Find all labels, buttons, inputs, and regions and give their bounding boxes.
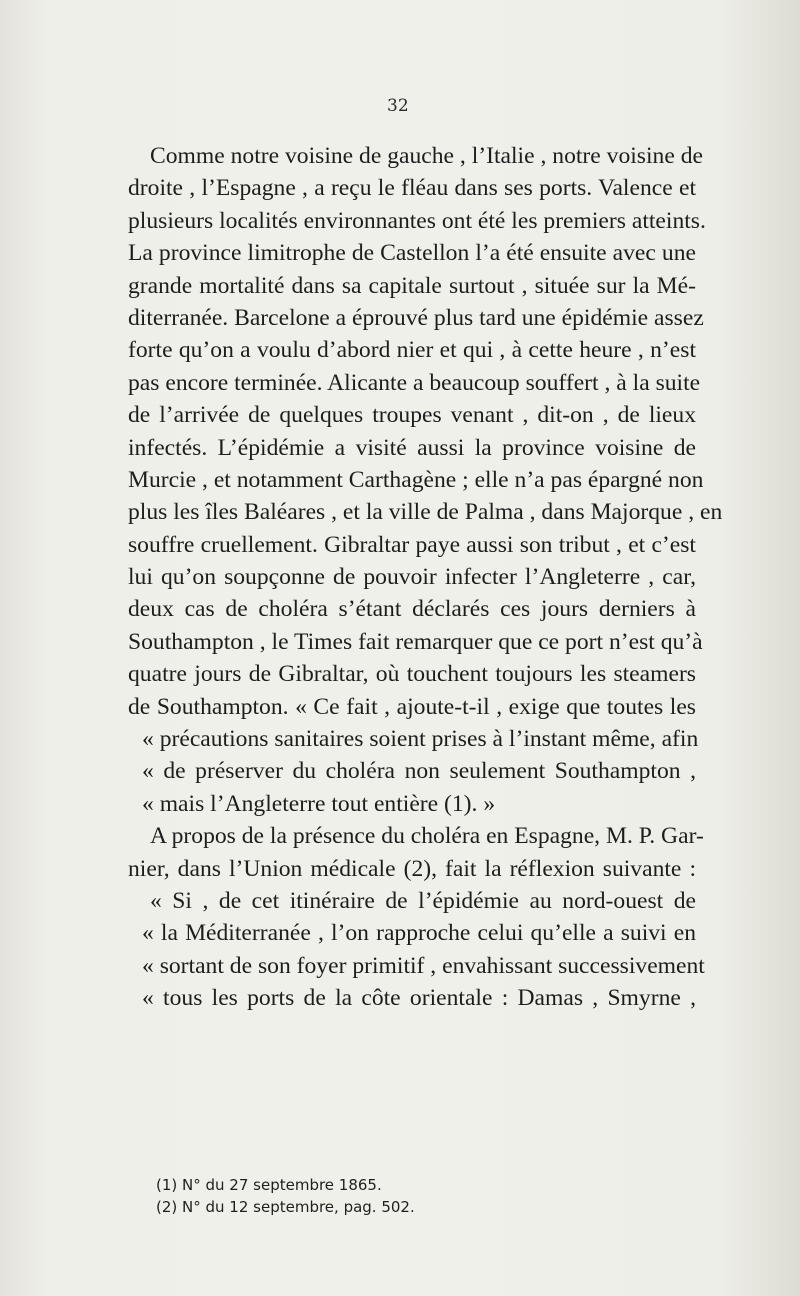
text-line: nier, dans l’Union médicale (2), fait la réflexion suivante :: [128, 855, 696, 882]
text-line: pas encore terminée. Alicante a beaucoup souffert , à la suite: [128, 369, 701, 396]
text-line: « Si , de cet itinéraire de l’épidémie au nord-ouest de: [150, 887, 696, 914]
text-line: lui qu’on soupçonne de pouvoir infecter l’Angleterre , car,: [128, 564, 696, 591]
footnotes: [156, 1174, 656, 1218]
footnote: (1) N° du 27 septembre 1865.: [156, 1176, 382, 1194]
text-line: « mais l’Angleterre tout entière (1). »: [142, 790, 496, 817]
text-line: grande mortalité dans sa capitale surtout , située sur la Mé-: [128, 272, 696, 299]
text-line: diterranée. Barcelone a éprouvé plus tard une épidémie assez: [128, 304, 704, 331]
body-text: [128, 140, 723, 1015]
text-line: de l’arrivée de quelques troupes venant , dit-on , de lieux: [128, 402, 696, 429]
text-line: forte qu’on a voulu d’abord nier et qui , à cette heure , n’est: [128, 337, 696, 364]
text-line: « sortant de son foyer primitif , envahissant successivement: [142, 952, 705, 979]
text-line: La province limitrophe de Castellon l’a été ensuite avec une: [128, 240, 696, 267]
text-line: de Southampton. « Ce fait , ajoute-t-il , exige que toutes les: [128, 693, 696, 720]
text-line: « précautions sanitaires soient prises à l’instant même, afin: [142, 726, 699, 753]
text-line: Murcie , et notamment Carthagène ; elle n’a pas épargné non: [128, 466, 704, 493]
text-line: « de préserver du choléra non seulement Southampton ,: [142, 758, 696, 785]
page-number: 32: [387, 96, 409, 116]
text-line: deux cas de choléra s’étant déclarés ces jours derniers à: [128, 596, 696, 623]
text-line: A propos de la présence du choléra en Espagne, M. P. Gar-: [150, 823, 704, 850]
text-line: infectés. L’épidémie a visité aussi la province voisine de: [128, 434, 696, 461]
text-line: Southampton , le Times fait remarquer que ce port n’est qu’à: [128, 628, 703, 655]
text-line: plus les îles Baléares , et la ville de Palma , dans Majorque , en: [128, 499, 723, 526]
text-line: droite , l’Espagne , a reçu le fléau dans ses ports. Valence et: [128, 175, 696, 202]
text-line: Comme notre voisine de gauche , l’Italie , notre voisine de: [150, 143, 703, 169]
text-line: plusieurs localités environnantes ont été les premiers atteints.: [128, 207, 706, 234]
text-line: « la Méditerranée , l’on rapproche celui qu’elle a suivi en: [142, 920, 696, 947]
text-line: souffre cruellement. Gibraltar paye aussi son tribut , et c’est: [128, 531, 696, 558]
text-line: quatre jours de Gibraltar, où touchent toujours les steamers: [128, 661, 696, 688]
text-line: « tous les ports de la côte orientale : Damas , Smyrne ,: [142, 985, 696, 1012]
footnote: (2) N° du 12 septembre, pag. 502.: [156, 1198, 415, 1216]
